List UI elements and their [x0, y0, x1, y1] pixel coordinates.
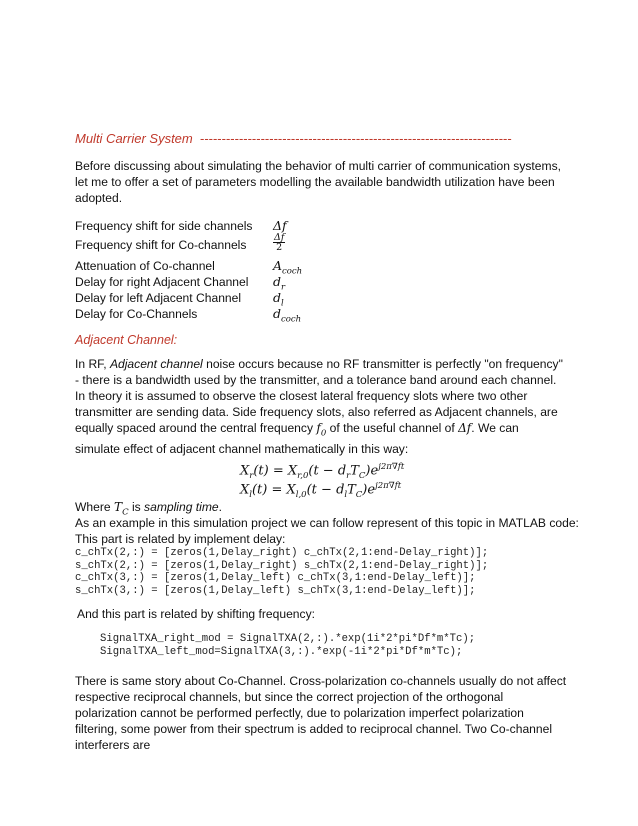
- tc-symbol: $T_C$: [113, 500, 129, 518]
- param-label: Frequency shift for Co-channels: [75, 238, 247, 252]
- code-line: SignalTXA_left_mod=SignalTXA(3,:).*exp(-1i*2*pi*Df*m*Tc);: [100, 645, 463, 658]
- intro-paragraph: Before discussing about simulating the behavior of multi carrier of communication systems, let me to offer a set of parameters modelling the available bandwidth utilization have been adopted.: [75, 159, 561, 205]
- param-symbol: $d_l$: [273, 290, 284, 309]
- code-line: c_chTx(3,:) = [zeros(1,Delay_left) c_chTx(3,1:end-Delay_left)];: [75, 572, 476, 585]
- delta-f-symbol: Δf: [458, 421, 472, 435]
- delay-intro-line: This part is related by implement delay:: [75, 532, 286, 546]
- param-label: Delay for Co-Channels: [75, 307, 198, 321]
- where-line: Where $T_C$ is sampling time.: [75, 500, 223, 518]
- param-label: Attenuation of Co-channel: [75, 259, 215, 273]
- param-symbol: $d_{coch}$: [273, 306, 302, 325]
- shift-intro-line: And this part is related by shifting frequency:: [77, 607, 315, 621]
- code-line: s_chTx(2,:) = [zeros(1,Delay_right) s_chTx(2,1:end-Delay_right)];: [75, 559, 489, 572]
- param-symbol: $A_{coch}$: [273, 258, 303, 277]
- fraction: $\frac{\Delta f}{2}$: [274, 232, 285, 253]
- param-label: Delay for left Adjacent Channel: [75, 291, 242, 305]
- code-line: s_chTx(3,:) = [zeros(1,Delay_left) s_chTx(3,1:end-Delay_left)];: [75, 584, 476, 597]
- adjacent-channel-paragraph: In RF, Adjacent channel noise occurs because no RF transmitter is perfectly "on frequency" - there is a bandwidth used by the transmitter, and a tolerance band around each channel. In theory it is assumed to observe the closest lateral frequency slots where two other transmitter are sending data. Side frequency slots, also referred as Adjacent channels, are equally spaced around the central frequency $f_0$ of the useful channel of Δf. We can simulate effect of adjacent channel mathematically in this way:: [75, 357, 563, 457]
- param-label: Delay for right Adjacent Channel: [75, 275, 249, 289]
- section-heading: [75, 131, 512, 146]
- adjacent-channel-heading: Adjacent Channel:: [75, 333, 178, 347]
- code-block-shift: [100, 633, 475, 658]
- code-line: SignalTXA_right_mod = SignalTXA(2,:).*exp(1i*2*pi*Df*m*Tc);: [100, 633, 476, 645]
- equation-left: $X_l(t) = X_{l,0}(t - d_lT_C)e^{j2\pi\nabla ft}$: [240, 481, 402, 500]
- section-title: Multi Carrier System: [75, 131, 193, 146]
- param-symbol: $d_r$: [273, 274, 286, 293]
- param-symbol: Δf: [273, 218, 287, 233]
- param-label: Frequency shift for side channels: [75, 219, 253, 233]
- equation-right: $X_r(t) = X_{r,0}(t - d_rT_C)e^{j2\pi\nabla ft}$: [240, 462, 405, 481]
- param-symbol: [273, 233, 285, 252]
- co-channel-paragraph: There is same story about Co-Channel. Cross-polarization co-channels usually do not affect respective reciprocal channels, but since the correct projection of the orthogonal polarization cannot be performed perfectly, due to polarization imperfect polarization filtering, some power from their spectrum is added to reciprocal channel. Two Co-channel interferers are: [75, 674, 567, 752]
- code-block-delay: [75, 547, 488, 597]
- code-line: c_chTx(2,:) = [zeros(1,Delay_right) c_chTx(2,1:end-Delay_right)];: [75, 547, 489, 559]
- f0-symbol: $f_0$: [316, 421, 327, 439]
- example-line: As an example in this simulation project we can follow represent of this topic in MATLAB code:: [75, 516, 579, 530]
- section-rule: ------------------------------------------------------------------------: [199, 131, 512, 146]
